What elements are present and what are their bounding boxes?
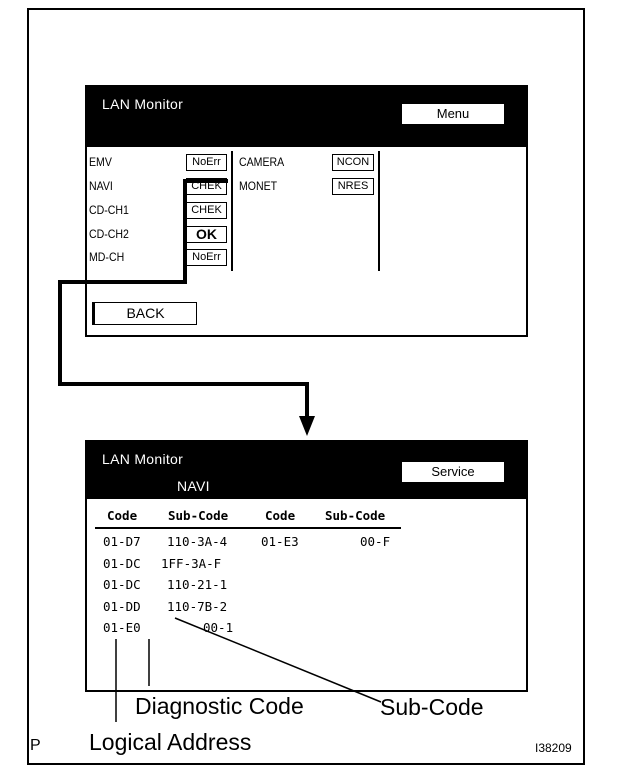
column-header-sub-code: Sub-Code (325, 508, 386, 523)
device-label-navi: NAVI (89, 179, 113, 193)
status-md-ch[interactable]: NoErr (186, 249, 227, 266)
diag-code: 01-E3 (261, 534, 299, 549)
screen-subtitle: NAVI (177, 478, 210, 494)
device-label-md-ch: MD-CH (89, 250, 125, 264)
device-label-cd-ch1: CD-CH1 (89, 203, 129, 217)
sub-code: 00-F (360, 534, 391, 549)
sub-code: 110-7B-2 (167, 599, 228, 614)
status-cd-ch2[interactable]: OK (186, 226, 227, 243)
device-label-emv: EMV (89, 155, 112, 169)
navi-connector-line (60, 181, 307, 420)
sub-code: 110-3A-4 (167, 534, 228, 549)
figure-id: I38209 (535, 741, 572, 755)
device-label-camera: CAMERA (239, 155, 285, 169)
diag-code: 01-DD (103, 599, 141, 614)
callout-sub-code: Sub-Code (380, 694, 484, 720)
diag-code: 01-D7 (103, 534, 141, 549)
device-label-cd-ch2: CD-CH2 (89, 227, 129, 241)
diag-code: 01-E0 (103, 620, 141, 635)
corner-letter: P (30, 737, 41, 754)
screen-title: LAN Monitor (102, 451, 184, 467)
arrow-head (299, 416, 315, 436)
status-camera[interactable]: NCON (332, 154, 374, 171)
sub-code: 00-1 (203, 620, 234, 635)
menu-button[interactable]: Menu (401, 103, 505, 125)
screen-title: LAN Monitor (102, 96, 184, 112)
column-header-code: Code (107, 508, 138, 523)
device-label-monet: MONET (239, 179, 278, 193)
diag-code: 01-DC (103, 577, 141, 592)
status-navi[interactable]: CHEK (186, 178, 227, 195)
callout-diagnostic-code: Diagnostic Code (135, 693, 304, 719)
diag-code: 01-DC (103, 556, 141, 571)
status-monet[interactable]: NRES (332, 178, 374, 195)
column-header-code: Code (265, 508, 296, 523)
status-cd-ch1[interactable]: CHEK (186, 202, 227, 219)
sub-code: 110-21-1 (167, 577, 228, 592)
service-button[interactable]: Service (401, 461, 505, 483)
callout-logical-address: Logical Address (89, 729, 252, 755)
leader-line-sub-code (175, 618, 381, 702)
sub-code: 1FF-3A-F (161, 556, 222, 571)
status-emv[interactable]: NoErr (186, 154, 227, 171)
back-button[interactable]: BACK (92, 302, 197, 325)
column-header-sub-code: Sub-Code (168, 508, 229, 523)
